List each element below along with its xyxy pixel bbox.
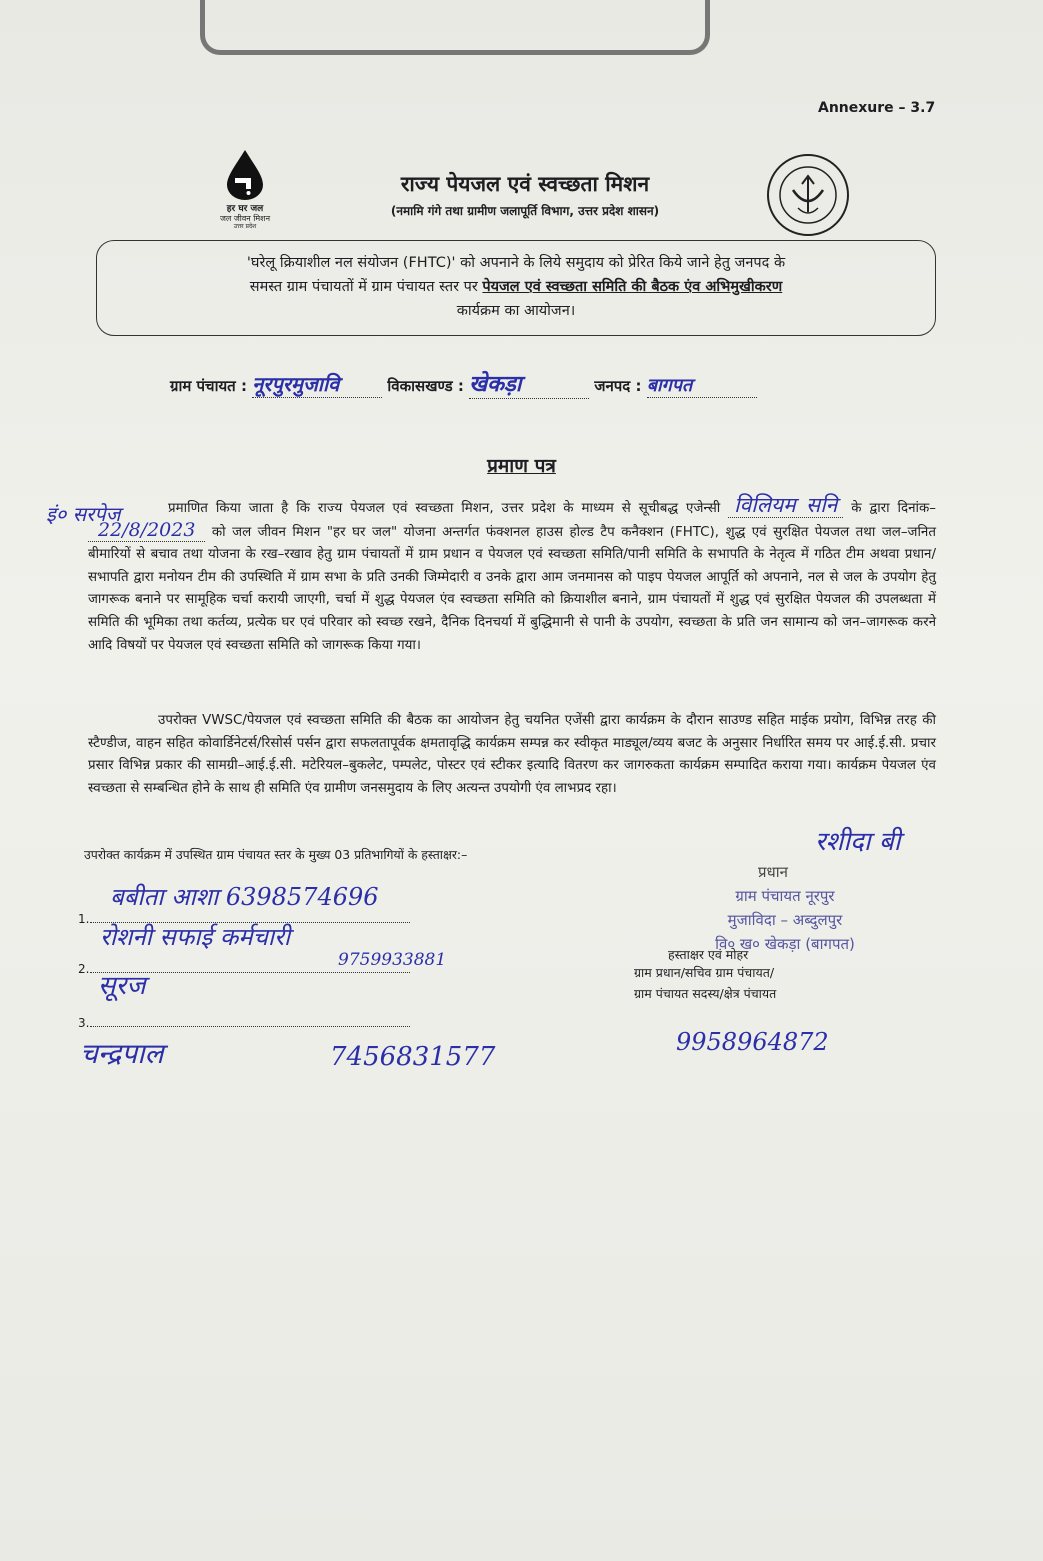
signatory-1-handwriting: बबीता आशा 6398574696 xyxy=(110,883,379,911)
water-drop-tap-icon xyxy=(205,148,285,200)
signatory-2-handwriting: सूरज xyxy=(98,971,146,1001)
agency-prefix-handwriting: इं० सरपेज xyxy=(46,502,121,526)
signatory-3-handwriting: चन्द्रपाल xyxy=(80,1037,164,1070)
signatory-3-phone-handwriting: 7456831577 xyxy=(330,1042,496,1072)
signatories-intro: उपरोक्त कार्यक्रम में उपस्थित ग्राम पंचायत स्तर के मुख्य 03 प्रतिभागियों के हस्ताक्षर:– xyxy=(84,847,468,862)
signatory-1b-handwriting: रोशनी सफाई कर्मचारी xyxy=(100,923,291,951)
caption-line-2: ग्राम पंचायत सदस्य/क्षेत्र पंचायत xyxy=(634,986,777,1001)
vikaskhand-value: खेकड़ा xyxy=(469,368,589,399)
stamp-label: हस्ताक्षर एवं मोहर xyxy=(668,947,749,962)
logo-text-2: जल जीवन मिशन xyxy=(219,214,271,223)
pradhan-stamp xyxy=(640,860,930,956)
stamp-line-1: ग्राम पंचायत नूरपुर xyxy=(735,887,835,905)
sig-number-2: 2. xyxy=(78,962,90,976)
mission-title: राज्य पेयजल एवं स्वच्छता मिशन xyxy=(400,172,650,196)
logo-text-1: हर घर जल xyxy=(226,204,264,214)
sig-number-3: 3. xyxy=(78,1016,90,1030)
har-ghar-jal-logo xyxy=(205,148,285,230)
para1-text-a: प्रमाणित किया जाता है कि राज्य पेयजल एवं स्वच्छता मिशन, उत्तर प्रदेश के माध्यम से सूचीबद्ध एजेन्सी xyxy=(168,501,729,516)
box-line-2 xyxy=(119,275,913,299)
janpad-label: जनपद : xyxy=(594,377,642,395)
up-state-emblem-icon xyxy=(758,150,858,240)
gram-panchayat-label: ग्राम पंचायत : xyxy=(170,377,247,395)
program-title-box xyxy=(96,240,936,336)
box-line-2-bold: पेयजल एवं स्वच्छता समिति की बैठक एंव अभिमुखीकरण xyxy=(482,279,783,295)
vikaskhand-label: विकासखण्ड : xyxy=(387,377,464,395)
clipboard-clip xyxy=(200,0,710,55)
gram-panchayat-value: नूरपुरमुजावि xyxy=(252,370,382,398)
stamp-line-2: मुजाविदा – अब्दुलपुर xyxy=(727,911,843,929)
box-line-2-text: समस्त ग्राम पंचायतों में ग्राम पंचायत स्तर पर xyxy=(249,279,483,295)
up-state-emblem xyxy=(758,150,858,244)
pradhan-signature-handwriting: रशीदा बी xyxy=(815,827,901,857)
sig-number-1: 1. xyxy=(78,912,90,926)
stamp-line-3: वि० ख० खेकड़ा (बागपत) xyxy=(715,935,855,953)
mission-subtitle: (नमामि गंगे तथा ग्रामीण जलापूर्ति विभाग, उत्तर प्रदेश शासन) xyxy=(390,204,660,218)
pradhan-phone-handwriting: 9958964872 xyxy=(676,1028,829,1056)
date-handwriting: 22/8/2023 xyxy=(88,519,205,542)
signature-caption xyxy=(634,962,776,1004)
certificate-heading: प्रमाण पत्र xyxy=(487,455,556,477)
certificate-paragraph-2: उपरोक्त VWSC/पेयजल एवं स्वच्छता समिति की बैठक का आयोजन हेतु चयनित एजेंसी द्वारा कार्यक्रम के दौरान साउण्ड सहित माईक प्रयोग, विभिन्न तरह की स्टैण्डीज, वाहन सहित कोवार्डिनेटर्स/रिसोर्स पर्सन द्वारा सफलतापूर्वक क्षमतावृद्धि कार्यक्रम सम्पन्न कर स्वीकृत माड्यूल/व्यय बजट के अनुसार निर्धारित समय पर आई.ई.सी. प्रचार प्रसार विभिन्न प्रकार की सामग्री–आई.ई.सी. मटेरियल–बुकलेट, पम्पलेट, पोस्टर एवं स्टीकर इत्यादि वितरण कर जागरुकता कार्यक्रम सम्पादित कराया गया। कार्यक्रम पेयजल एंव स्वच्छता से सम्बन्धित होने के साथ ही समिति एंव ग्रामीण जनसमुदाय के लिए अत्यन्त उपयोगी एंव लाभप्रद रहा। xyxy=(88,713,936,796)
caption-line-1: ग्राम प्रधान/सचिव ग्राम पंचायत/ xyxy=(634,965,775,980)
para1-text-b: के द्वारा दिनांक– xyxy=(843,501,937,516)
signatory-2-phone-handwriting: 9759933881 xyxy=(338,950,447,970)
certificate-paragraph-1 xyxy=(88,493,937,657)
pradhan-title: प्रधान xyxy=(758,863,788,881)
agency-name-handwriting: विलियम सनि xyxy=(728,493,843,518)
para1-text-c: को जल जीवन मिशन "हर घर जल" योजना अन्तर्गत फंक्शनल हाउस होल्ड टैप कनैक्शन (FHTC), शुद्ध एवं सुरक्षित पेयजल तथा जल–जनित बीमारियों से बचाव तथा योजना के रख–रखाव हेतु ग्राम पंचायतों में ग्राम प्रधान व पेयजल एवं स्वच्छता समिति/पानी समिति के सभापति के नेतृत्व में गठित टीम अथवा प्रधान/सभापति द्वारा मनोयन टीम की उपस्थिति में ग्राम सभा के प्रति उनकी जिम्मेदारी व उनके द्वारा आम जनमानस को पाइप पेयजल आपूर्ति को अपनाने, नल से जल के उपयोग हेतु जागरूक बनाने पर सामूहिक चर्चा करायी जाएगी, चर्चा में शुद्ध पेयजल एंव स्वच्छता समिति को क्रियाशील बनाने, ग्राम पंचायतों में शुद्ध एवं सुरक्षित पेयजल की उपलब्धता में समिति की भूमिका तथा कर्तव्य, प्रत्येक घर एवं परिवार को स्वच्छ रखने, दैनिक दिनचर्या में बुद्धिमानी से पानी के उपयोग, स्वच्छता के प्रति जन सामान्य को जन–जागरूक करने आदि विषयों पर पेयजल एवं स्वच्छता समिति को जागरूक किया गया। xyxy=(88,524,936,653)
annexure-label: Annexure – 3.7 xyxy=(818,100,936,116)
janpad-value: बागपत xyxy=(647,373,757,398)
logo-text-3: उत्तर प्रदेश xyxy=(233,223,257,230)
box-line-3: कार्यक्रम का आयोजन। xyxy=(456,303,576,319)
sig-line-3 xyxy=(90,1026,410,1027)
box-line-1: 'घरेलू क्रियाशील नल संयोजन (FHTC)' को अपनाने के लिये समुदाय को प्रेरित किये जाने हेतु जनपद के xyxy=(246,255,786,271)
location-fields xyxy=(170,368,757,399)
